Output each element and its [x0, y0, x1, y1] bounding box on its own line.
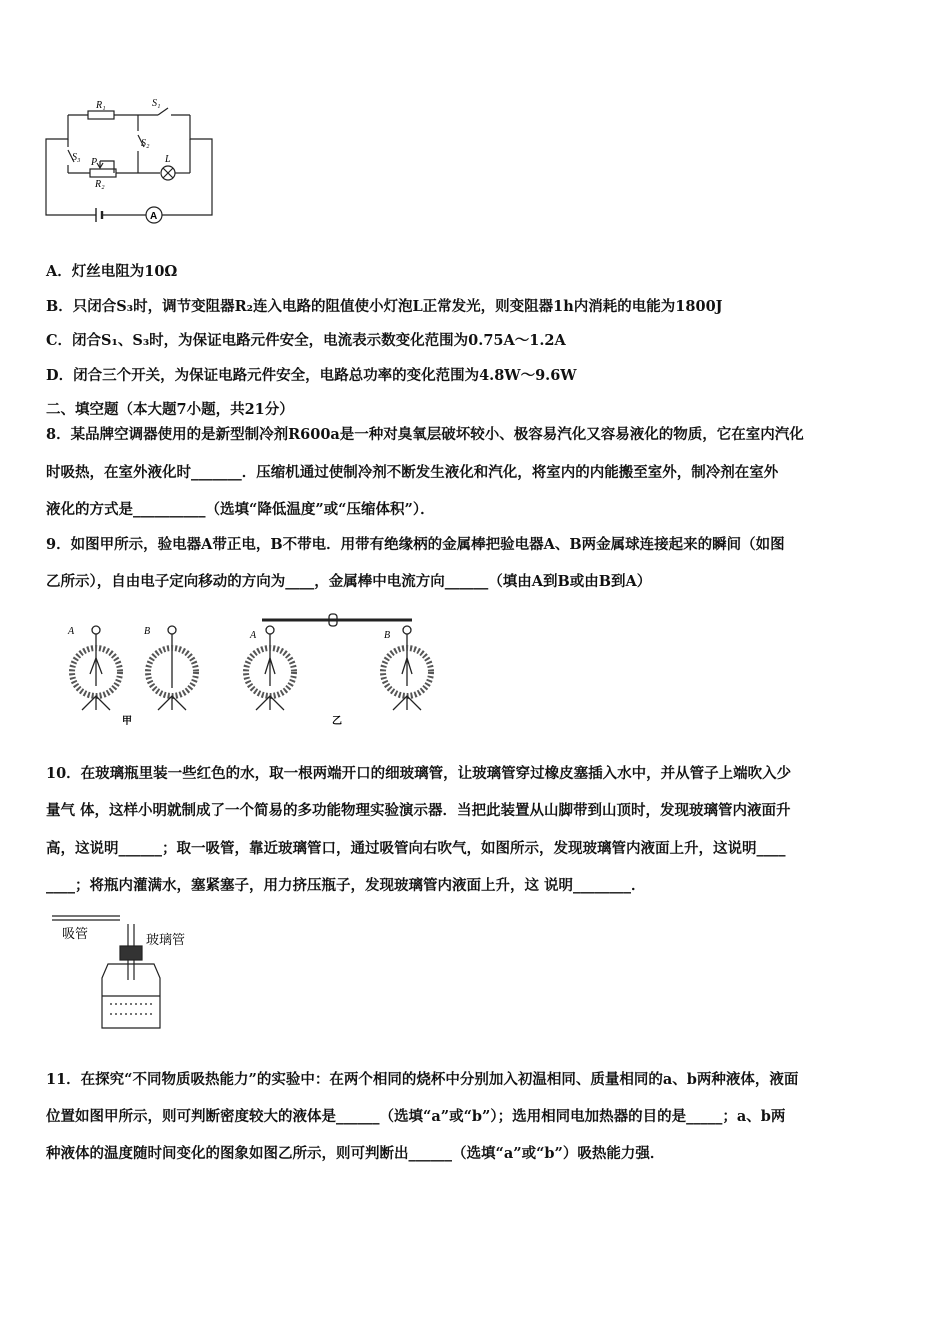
q11-line-2: 位置如图甲所示，则可判断密度较大的液体是______（选填“a”或“b”）；选用相同电加热器的目的是_____；a、b两 — [46, 1108, 786, 1125]
p-label: P — [91, 157, 98, 168]
electroscope-b2-label: B — [384, 630, 391, 641]
electroscope-b-label: B — [144, 626, 151, 637]
q10-line-2: 量气 体，这样小明就制成了一个简易的多功能物理实验演示器．当把此装置从山脚带到山顶时，发现玻璃管内液面升 — [46, 802, 791, 819]
option-c: C．闭合S₁、S₃时，为保证电路元件安全，电流表示数变化范围为0.75A～1.2A — [46, 332, 566, 349]
electroscope-a-label: A — [68, 626, 75, 637]
q11-line-1: 11．在探究“不同物质吸热能力”的实验中：在两个相同的烧杯中分别加入初温相同、质量相同的a、b两种液体，液面 — [46, 1071, 799, 1088]
q8-line-3: 液化的方式是__________（选填“降低温度”或“压缩体积”）． — [46, 501, 435, 518]
s1-label: S₁ — [152, 98, 161, 109]
tube-label: 玻璃管 — [146, 933, 186, 948]
s2-label: S₂ — [141, 138, 150, 149]
electroscope-a2-label: A — [250, 630, 257, 641]
bottle-figure — [48, 908, 218, 1038]
q10-line-4: ____；将瓶内灌满水，塞紧塞子，用力挤压瓶子，发现玻璃管内液面上升，这 说明________． — [46, 877, 646, 894]
option-b: B．只闭合S₃时，调节变阻器R₂连入电路的阻值使小灯泡L正常发光，则变阻器1h内消耗的电能为1800J — [46, 298, 723, 315]
option-d: D．闭合三个开关，为保证电路元件安全，电路总功率的变化范围为4.8W～9.6W — [46, 367, 577, 384]
q8-line-2: 时吸热，在室外液化时_______．压缩机通过使制冷剂不断发生液化和汽化，将室内的内能搬至室外，制冷剂在室外 — [46, 464, 779, 481]
q11-line-3: 种液体的温度随时间变化的图象如图乙所示，则可判断出______（选填“a”或“b”）吸热能力强． — [46, 1145, 665, 1162]
resistor-r1 — [88, 111, 114, 119]
r1-label: R₁ — [96, 100, 106, 111]
fig-jia-label: 甲 — [122, 716, 132, 727]
electroscope-figure — [62, 610, 447, 730]
q8-line-1: 8．某品牌空调器使用的是新型制冷剂R600a是一种对臭氧层破坏较小、极容易汽化又容易液化的物质，它在室内汽化 — [46, 426, 804, 443]
circuit-diagram — [40, 95, 220, 225]
lamp-label: L — [165, 154, 171, 165]
option-a: A．灯丝电阻为10Ω — [46, 263, 178, 280]
ammeter-label: A — [150, 211, 158, 222]
straw-label: 吸管 — [62, 927, 89, 942]
fig-yi-label: 乙 — [332, 716, 342, 727]
section-title: 二、填空题（本大题7小题，共21分） — [46, 401, 294, 418]
q9-line-1: 9．如图甲所示，验电器A带正电，B不带电．用带有绝缘柄的金属棒把验电器A、B两金属球连接起来的瞬间（如图 — [46, 536, 785, 553]
resistor-r2 — [90, 169, 116, 177]
s3-label: S₃ — [72, 152, 81, 163]
r2-label: R₂ — [95, 179, 105, 190]
q10-line-3: 高，这说明______；取一吸管，靠近玻璃管口，通过吸管向右吹气，如图所示，发现玻璃管内液面上升，这说明____ — [46, 840, 786, 857]
q9-line-2: 乙所示），自由电子定向移动的方向为____，金属棒中电流方向______（填由A到B或由B到A） — [46, 573, 652, 590]
q10-line-1: 10．在玻璃瓶里装一些红色的水，取一根两端开口的细玻璃管，让玻璃管穿过橡皮塞插入水中，并从管子上端吹入少 — [46, 765, 792, 782]
